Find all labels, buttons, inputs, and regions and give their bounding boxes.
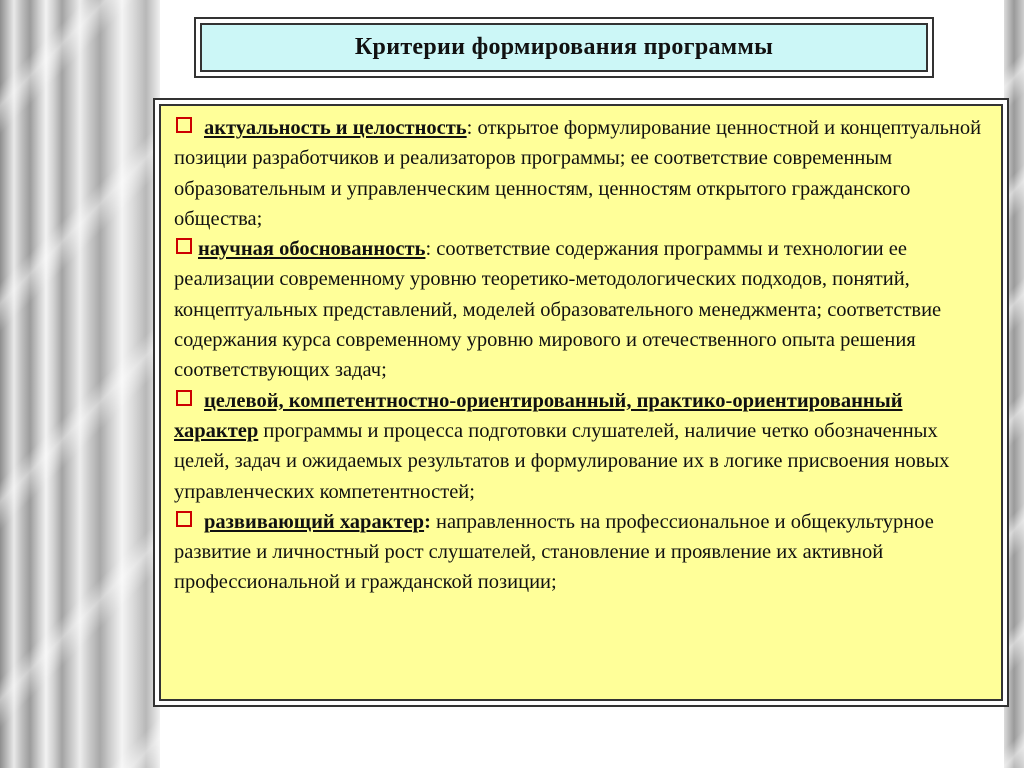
criterion-term: научная обоснованность [198,238,426,261]
criterion-separator: : [424,510,431,533]
content-box [153,98,1009,707]
criterion-text: соответствие содержания программы и технологии ее реализации современному уровню теоретико-методологических подходов, понятий, концептуальных представлений, моделей образовательного менеджмента; соответствие содержания курса современному уровню мирового и отечественного опыта решения соответствующих задач; [174,238,942,382]
criterion-item-scientific [174,234,991,385]
slide-title: Критерии формирования программы [354,34,774,60]
criterion-item-relevance [174,113,991,234]
criterion-term: актуальность и целостность [204,117,467,139]
criterion-separator: : [425,238,432,261]
criterion-term: развивающий характер [204,510,425,533]
square-bullet-icon [176,117,192,133]
left-decorative-pillar [0,0,160,768]
criterion-text: программы и процесса подготовки слушателей, наличие четко обозначенных целей, задач и ожидаемых результатов и формулирование их в логике присвоения новых управленческих компетентностей; [174,419,950,503]
criterion-text: направленность на профессиональное и общекультурное развитие и личностный рост слушателей, становление и проявление их активной профессиональной и гражданской позиции; [174,510,934,594]
criterion-item-target [174,386,991,507]
content-box-inner [159,104,1003,701]
criterion-text: открытое формулирование ценностной и концептуальной позиции разработчиков и реализаторов программы; ее соответствие современным образовательным и управленческим ценностям, ценностям открытого гражданского общества; [174,117,982,230]
square-bullet-icon [176,238,192,254]
criterion-term: целевой, компетентностно-ориентированный, практико-ориентированный характер [174,389,903,442]
criterion-item-developing [174,507,991,598]
title-box-inner [200,23,928,72]
title-box [194,17,934,78]
square-bullet-icon [176,511,192,527]
square-bullet-icon [176,390,192,406]
criterion-separator: : [466,117,473,139]
